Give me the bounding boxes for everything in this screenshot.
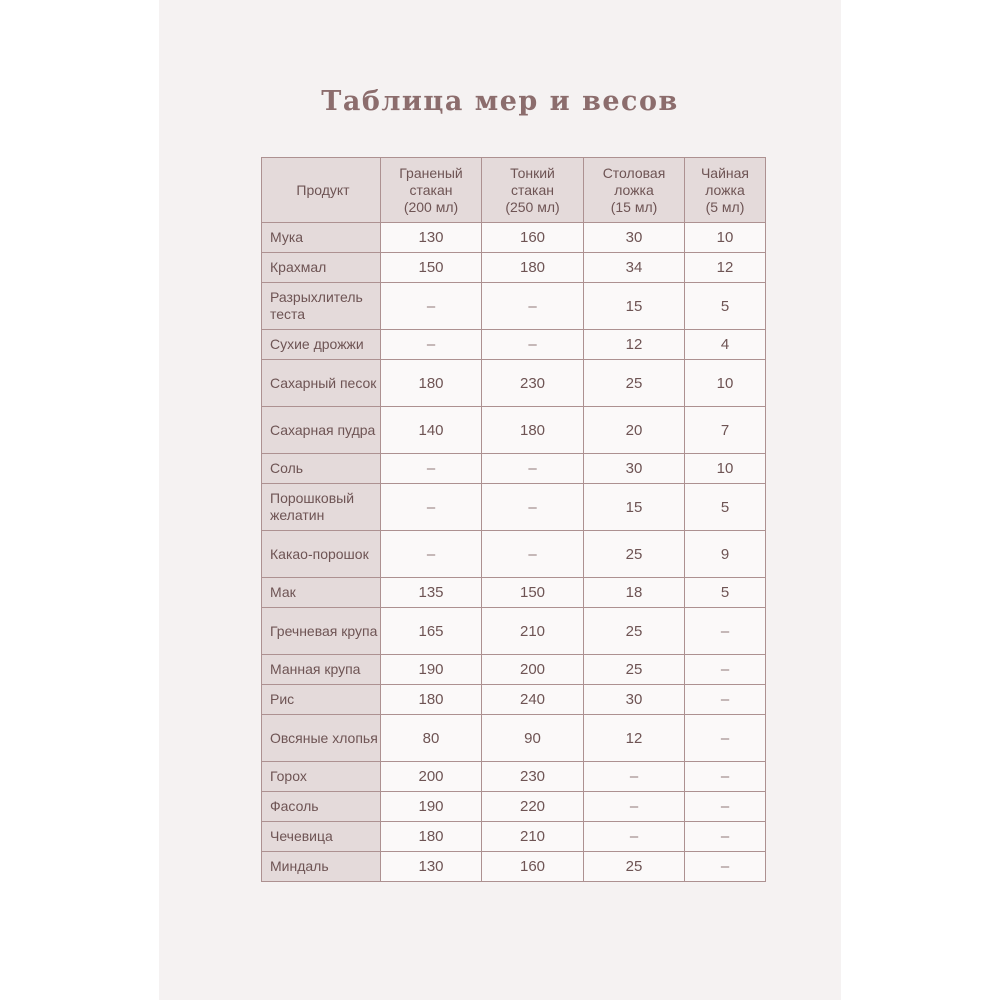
product-cell: Овсяные хлопья: [262, 715, 381, 762]
table-row: [262, 608, 766, 655]
header-line: ложка: [705, 181, 745, 198]
table-row: [262, 531, 766, 578]
value-cell: 165: [381, 608, 482, 655]
header-line: Граненый: [399, 164, 463, 181]
value-cell: 180: [482, 407, 584, 454]
value-cell: –: [381, 454, 482, 484]
value-cell: 10: [685, 454, 766, 484]
value-cell: 230: [482, 360, 584, 407]
value-cell: 5: [685, 484, 766, 531]
value-cell: 25: [584, 852, 685, 882]
value-cell: 180: [381, 360, 482, 407]
value-cell: –: [685, 608, 766, 655]
value-cell: 18: [584, 578, 685, 608]
header-line: (250 мл): [505, 198, 560, 215]
value-cell: –: [381, 283, 482, 330]
value-cell: –: [685, 852, 766, 882]
table-row: [262, 484, 766, 531]
header-line: стакан: [409, 181, 453, 198]
product-cell: Горох: [262, 762, 381, 792]
value-cell: 80: [381, 715, 482, 762]
value-cell: 200: [381, 762, 482, 792]
value-cell: 30: [584, 685, 685, 715]
value-cell: 7: [685, 407, 766, 454]
value-cell: –: [482, 454, 584, 484]
value-cell: 15: [584, 484, 685, 531]
product-cell: Мак: [262, 578, 381, 608]
header-row: [262, 158, 766, 223]
value-cell: 20: [584, 407, 685, 454]
value-cell: –: [685, 792, 766, 822]
header-line: Чайная: [700, 164, 750, 181]
value-cell: 25: [584, 360, 685, 407]
product-cell: Разрыхлитель теста: [262, 283, 381, 330]
value-cell: 150: [381, 253, 482, 283]
value-cell: 230: [482, 762, 584, 792]
table-row: [262, 715, 766, 762]
value-cell: 160: [482, 223, 584, 253]
product-cell: Сахарный песок: [262, 360, 381, 407]
value-cell: 135: [381, 578, 482, 608]
value-cell: –: [381, 531, 482, 578]
header-faceted-glass: [381, 158, 482, 223]
table-row: [262, 223, 766, 253]
value-cell: 25: [584, 608, 685, 655]
header-line: (5 мл): [705, 198, 745, 215]
value-cell: 190: [381, 655, 482, 685]
measures-table: [261, 157, 766, 882]
value-cell: –: [584, 762, 685, 792]
table-row: [262, 655, 766, 685]
page-title: Таблица мер и весов: [321, 86, 679, 117]
header-teaspoon: [685, 158, 766, 223]
header-thin-glass: [482, 158, 584, 223]
product-cell: Какао-порошок: [262, 531, 381, 578]
table-row: [262, 762, 766, 792]
value-cell: 240: [482, 685, 584, 715]
value-cell: 160: [482, 852, 584, 882]
value-cell: –: [685, 715, 766, 762]
value-cell: 25: [584, 531, 685, 578]
header-tablespoon: [584, 158, 685, 223]
value-cell: 5: [685, 283, 766, 330]
value-cell: 150: [482, 578, 584, 608]
product-cell: Манная крупа: [262, 655, 381, 685]
value-cell: –: [381, 484, 482, 531]
table-row: [262, 578, 766, 608]
value-cell: 210: [482, 608, 584, 655]
value-cell: 180: [381, 685, 482, 715]
value-cell: 200: [482, 655, 584, 685]
header-line: стакан: [511, 181, 554, 198]
value-cell: –: [685, 655, 766, 685]
value-cell: 30: [584, 454, 685, 484]
table-row: [262, 792, 766, 822]
value-cell: 30: [584, 223, 685, 253]
value-cell: 12: [685, 253, 766, 283]
value-cell: –: [584, 792, 685, 822]
value-cell: 10: [685, 360, 766, 407]
header-line: Тонкий: [510, 164, 555, 181]
table-row: [262, 283, 766, 330]
header-line: ложка: [614, 181, 654, 198]
table-row: [262, 407, 766, 454]
table-row: [262, 852, 766, 882]
table-row: [262, 330, 766, 360]
value-cell: –: [685, 685, 766, 715]
value-cell: 9: [685, 531, 766, 578]
header-line: Столовая: [602, 164, 666, 181]
value-cell: –: [482, 283, 584, 330]
value-cell: 10: [685, 223, 766, 253]
header-line: (200 мл): [403, 198, 459, 215]
value-cell: –: [685, 762, 766, 792]
product-cell: Сухие дрожжи: [262, 330, 381, 360]
header-line: Продукт: [296, 181, 350, 198]
product-cell: Миндаль: [262, 852, 381, 882]
header-product: [262, 158, 381, 223]
value-cell: 210: [482, 822, 584, 852]
page: [159, 0, 841, 1000]
value-cell: –: [482, 330, 584, 360]
product-cell: Соль: [262, 454, 381, 484]
value-cell: –: [685, 822, 766, 852]
value-cell: 4: [685, 330, 766, 360]
table-row: [262, 360, 766, 407]
product-cell: Фасоль: [262, 792, 381, 822]
header-line: (15 мл): [610, 198, 658, 215]
table-body: [262, 223, 766, 882]
product-cell: Чечевица: [262, 822, 381, 852]
table-row: [262, 253, 766, 283]
value-cell: 140: [381, 407, 482, 454]
value-cell: –: [482, 484, 584, 531]
product-cell: Рис: [262, 685, 381, 715]
product-cell: Гречневая крупа: [262, 608, 381, 655]
value-cell: 12: [584, 715, 685, 762]
table-row: [262, 454, 766, 484]
table-header: [262, 158, 766, 223]
value-cell: –: [584, 822, 685, 852]
table-row: [262, 685, 766, 715]
value-cell: 130: [381, 223, 482, 253]
value-cell: 130: [381, 852, 482, 882]
value-cell: 90: [482, 715, 584, 762]
product-cell: Сахарная пудра: [262, 407, 381, 454]
value-cell: 34: [584, 253, 685, 283]
value-cell: 15: [584, 283, 685, 330]
product-cell: Крахмал: [262, 253, 381, 283]
value-cell: 12: [584, 330, 685, 360]
value-cell: 180: [381, 822, 482, 852]
value-cell: –: [482, 531, 584, 578]
value-cell: 180: [482, 253, 584, 283]
value-cell: 190: [381, 792, 482, 822]
product-cell: Порошковый желатин: [262, 484, 381, 531]
value-cell: 5: [685, 578, 766, 608]
product-cell: Мука: [262, 223, 381, 253]
value-cell: –: [381, 330, 482, 360]
value-cell: 220: [482, 792, 584, 822]
table-row: [262, 822, 766, 852]
value-cell: 25: [584, 655, 685, 685]
